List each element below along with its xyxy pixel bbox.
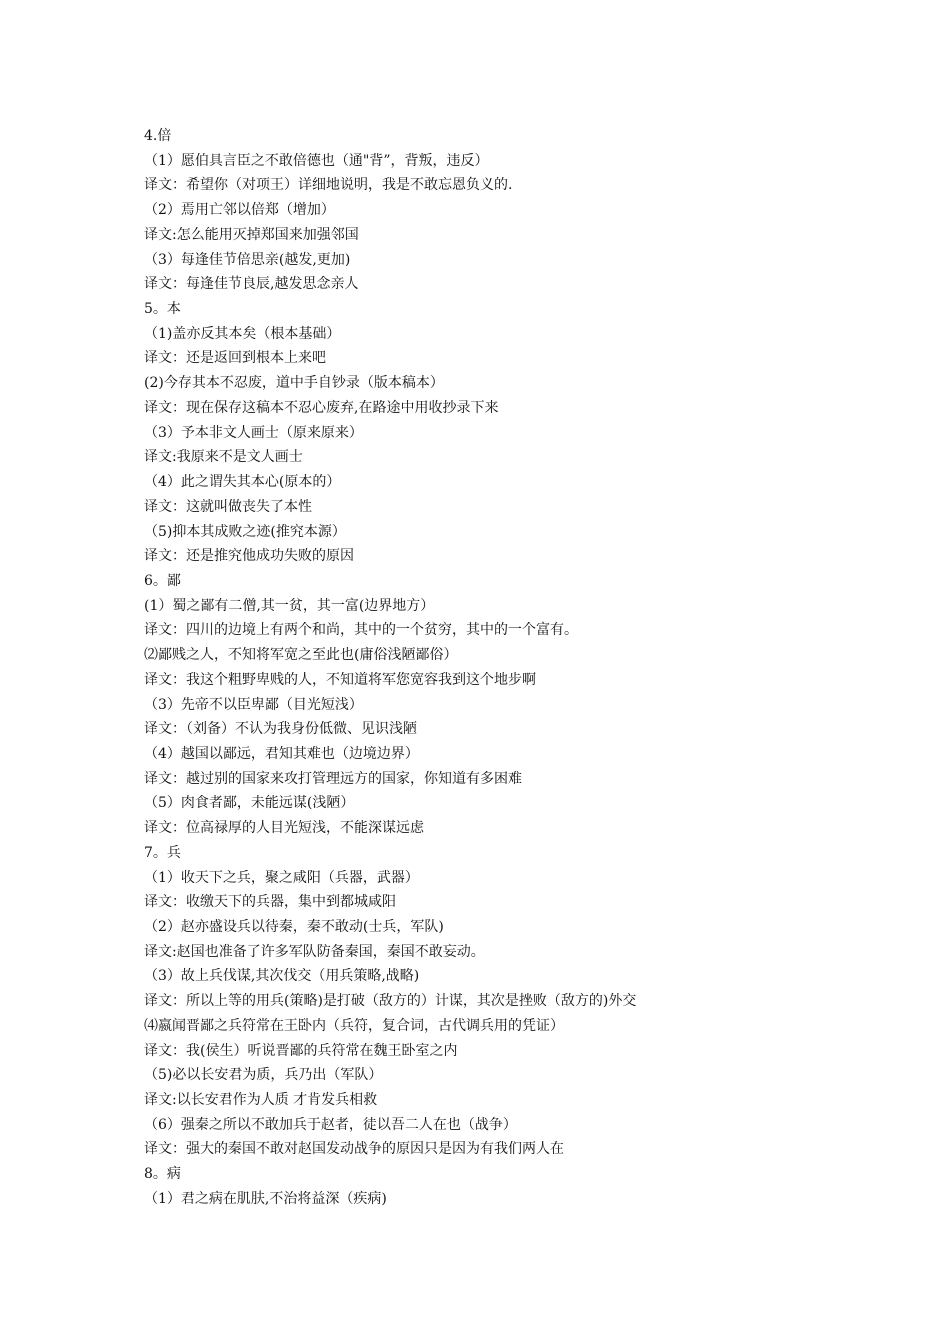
text-line: 译文:以长安君作为人质 才肯发兵相救 <box>144 1092 378 1109</box>
text-line: （1）收天下之兵，聚之咸阳（兵器，武器） <box>144 869 419 886</box>
text-line: 译文：四川的边境上有两个和尚，其中的一个贫穷，其中的一个富有。 <box>144 622 578 639</box>
text-line: 译文:赵国也准备了许多军队防备秦国，秦国不敢妄动。 <box>144 943 485 960</box>
text-line: 译文:我原来不是文人画士 <box>144 449 303 466</box>
text-line: 4.倍 <box>144 128 172 144</box>
text-line: 译文：强大的秦国不敢对赵国发动战争的原因只是因为有我们两人在 <box>144 1141 564 1158</box>
text-line: 译文：我(侯生）听说晋鄙的兵符常在魏王卧室之内 <box>144 1042 458 1059</box>
text-line: 8。病 <box>144 1166 181 1183</box>
text-line: 译文：位高禄厚的人目光短浅，不能深谋远虑 <box>144 820 424 837</box>
text-line: （2）赵亦盛设兵以待秦，秦不敢动(士兵，军队) <box>144 919 444 935</box>
text-line: 译文:怎么能用灭掉郑国来加强邻国 <box>144 226 359 243</box>
text-line: （3）予本非文人画士（原来原来） <box>144 424 363 441</box>
text-line: （3）先帝不以臣卑鄙（目光短浅） <box>144 696 363 713</box>
text-line: 译文：这就叫做丧失了本性 <box>144 498 312 515</box>
text-line: 译文：现在保存这稿本不忍心废弃,在路途中用收抄录下来 <box>144 399 499 416</box>
text-line: ⑷嬴闻晋鄙之兵符常在王卧内（兵符，复合词，古代调兵用的凭证） <box>144 1017 564 1034</box>
text-line: 译文：我这个粗野卑贱的人，不知道将军您宽容我到这个地步啊 <box>144 671 536 688</box>
text-line: 译文：（刘备）不认为我身份低微、见识浅陋 <box>144 721 417 738</box>
text-line: 译文：所以上等的用兵(策略)是打破（敌方的）计谋，其次是挫败（敌方的)外交 <box>144 993 637 1010</box>
text-line: 5。本 <box>144 301 181 318</box>
document-body <box>144 124 864 1212</box>
text-line: 译文：希望你（对项王）详细地说明，我是不敢忘恩负义的. <box>144 177 513 194</box>
text-line: （5）肉食者鄙，未能远谋(浅陋） <box>144 795 355 812</box>
text-line: （3）故上兵伐谋,其次伐交（用兵策略,战略) <box>144 968 420 985</box>
text-line: （2）焉用亡邻以倍郑（增加） <box>144 202 335 219</box>
text-line: （6）强秦之所以不敢加兵于赵者，徒以吾二人在也（战争） <box>144 1116 517 1133</box>
text-line: （5)必以长安君为质，兵乃出（军队） <box>144 1067 383 1084</box>
text-line: 译文：每逢佳节良辰,越发思念亲人 <box>144 276 359 293</box>
text-line: （5)抑本其成败之迹(推究本源） <box>144 523 346 540</box>
text-line: ⑵鄙贱之人，不知将军宽之至此也(庸俗浅陋鄙俗） <box>144 647 458 664</box>
text-line: （4）此之谓失其本心(原本的） <box>144 474 341 491</box>
text-line: 译文：还是推究他成功失败的原因 <box>144 548 354 565</box>
text-line: （3）每逢佳节倍思亲(越发,更加) <box>144 251 351 268</box>
text-line: 6。鄙 <box>144 572 181 589</box>
text-line: 译文：越过别的国家来攻打管理远方的国家，你知道有多困难 <box>144 770 522 787</box>
text-line: 7。兵 <box>144 844 181 861</box>
text-line: (1）蜀之鄙有二僧,其一贫，其一富(边界地方） <box>144 597 435 614</box>
text-line: 译文：收缴天下的兵器，集中到都城咸阳 <box>144 894 396 911</box>
text-line: （1)盖亦反其本矣（根本基础） <box>144 325 341 342</box>
text-line: (2)今存其本不忍废，道中手自钞录（版本稿本） <box>144 375 444 392</box>
text-line: 译文：还是返回到根本上来吧 <box>144 350 326 367</box>
text-line: （1）愿伯具言臣之不敢倍德也（通"背”，背叛，违反） <box>144 152 489 169</box>
text-line: （1）君之病在肌肤,不治将益深（疾病) <box>144 1190 387 1207</box>
text-line: （4）越国以鄙远，君知其难也（边境边界） <box>144 745 419 762</box>
